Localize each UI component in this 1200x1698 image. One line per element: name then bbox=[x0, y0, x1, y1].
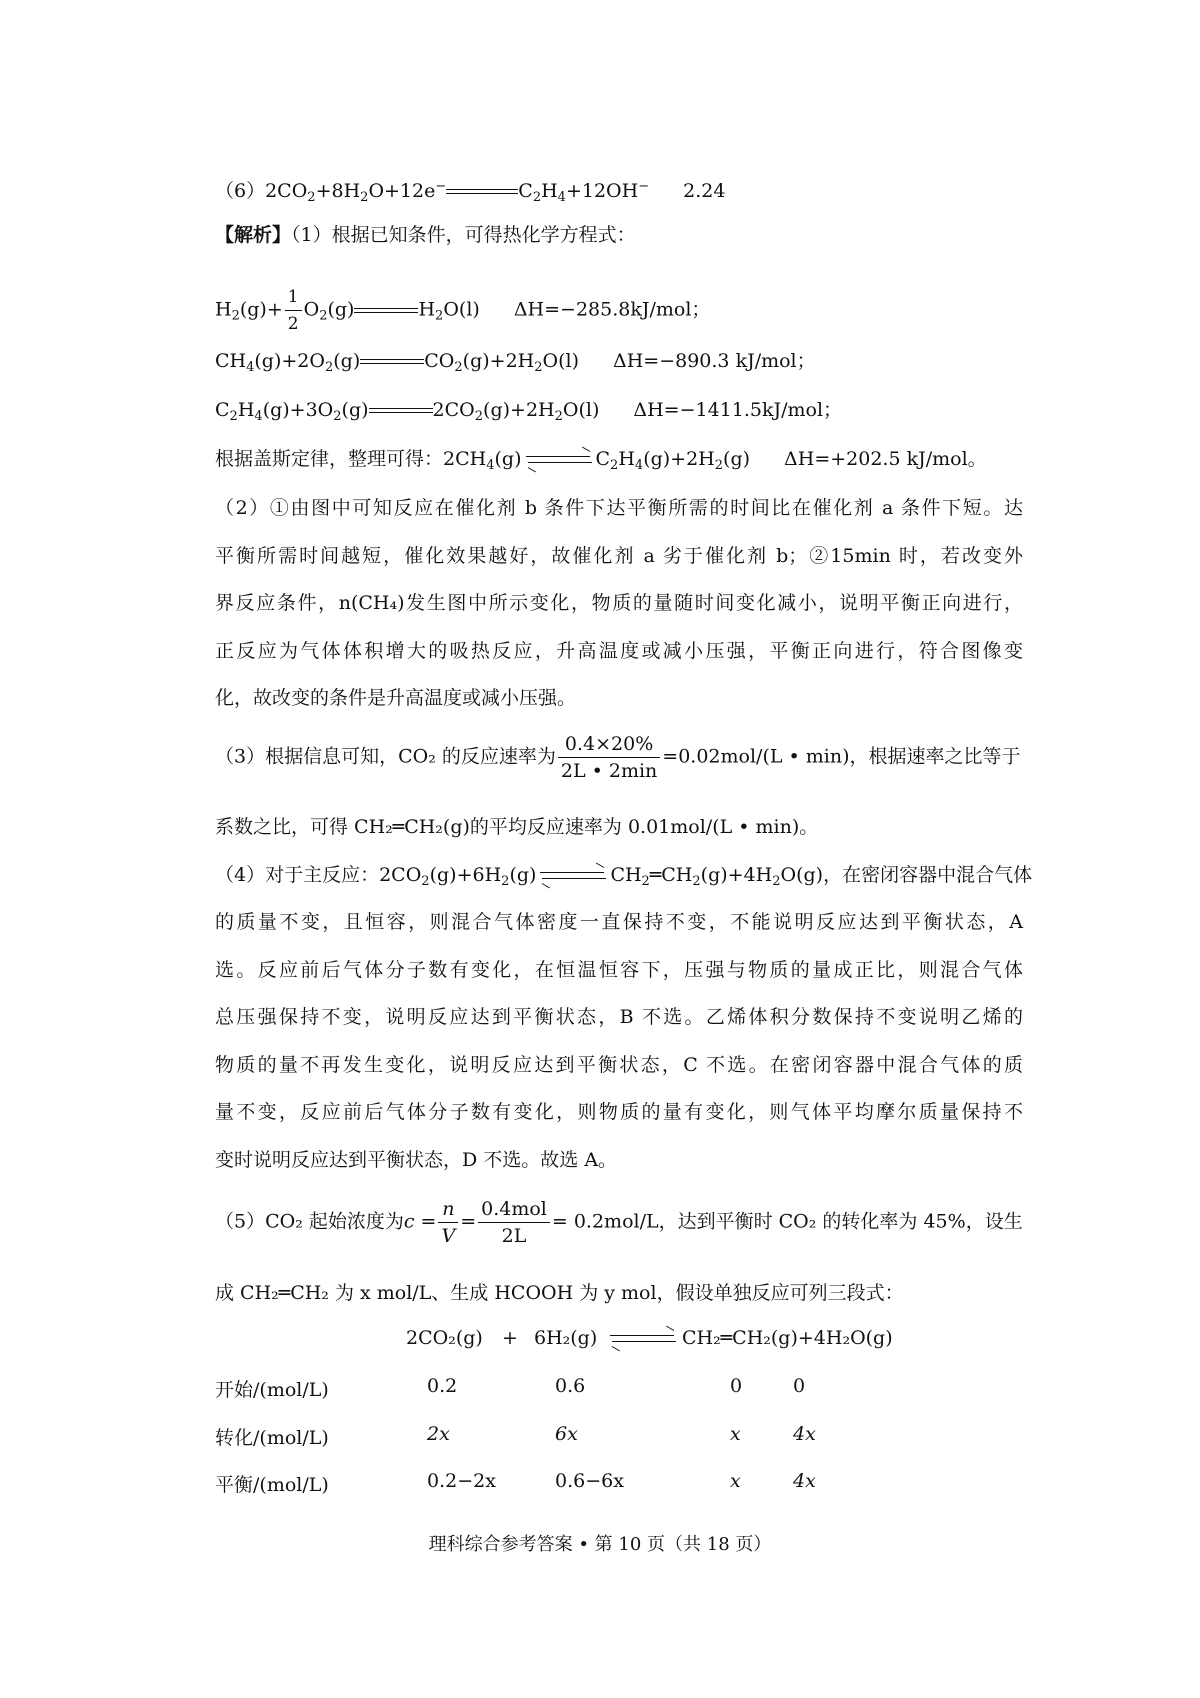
p4-line-3: 选。反应前后气体分子数有变化，在恒温恒容下，压强与物质的量成正比，则混合气体 bbox=[215, 959, 1023, 981]
table-cell: 4x bbox=[793, 1470, 816, 1492]
table-row-label: 开始/(mol/L) bbox=[215, 1379, 329, 1401]
analysis-tag: 【解析】 bbox=[215, 224, 292, 246]
equation-ch4: $CH_4(g)+2O_2(g)$ $CO_2(g)+2H_2O(l)$ ΔH=−890.3 kJ/mol； bbox=[215, 350, 816, 375]
equation-c2h4: $C_2H_4(g)+3O_2(g)$ $2CO_2(g)+2H_2O(l)$ ΔH=−1411.5kJ/mol； bbox=[215, 399, 843, 424]
table-cell: 0 bbox=[730, 1375, 743, 1397]
table-cell: 0.2 bbox=[427, 1375, 458, 1397]
p2-line-4: 正反应为气体体积增大的吸热反应，升高温度或减小压强，平衡正向进行，符合图像变 bbox=[215, 640, 1023, 662]
p5-line-2: 成 CH₂═CH₂ 为 x mol/L、生成 HCOOH 为 y mol，假设单独反应可列三段式： bbox=[215, 1282, 904, 1304]
p2-line-2: 平衡所需时间越短，催化效果越好，故催化剂 a 劣于催化剂 b；②15min 时，若改变外 bbox=[215, 545, 1023, 567]
p4-line-6: 量不变，反应前后气体分子数有变化，则物质的量有变化，则气体平均摩尔质量保持不 bbox=[215, 1101, 1023, 1123]
table-cell: 0.6−6x bbox=[555, 1470, 624, 1492]
table-cell: x bbox=[730, 1470, 741, 1492]
p5-line-1: （5）CO₂ 起始浓度为c = $\frac{n}{V}$ = $\frac{\text{0.4mol}}{2L}$ = 0.2mol/L，达到平衡时 CO₂ 的转化率为 45%，设生 bbox=[215, 1198, 1023, 1247]
answer-6-value: 2.24 bbox=[683, 180, 726, 202]
p4-line-1: （4）对于主反应：$2CO_2(g)+6H_2(g)$ $CH_2═CH_2(g)+4H_2O(g)$，在密闭容器中混合气体 bbox=[215, 864, 1033, 889]
p2-line-5: 化，故改变的条件是升高温度或减小压强。 bbox=[215, 687, 577, 709]
table-row-label: 转化/(mol/L) bbox=[215, 1427, 329, 1449]
table-cell: 4x bbox=[793, 1423, 816, 1445]
answer-6-line: $(6)2CO_2+8H_2O+12e^-$ $C_2H_4+12OH^-$ 2.24 bbox=[215, 179, 726, 205]
page-footer: 理科综合参考答案 • 第 10 页（共 18 页） bbox=[428, 1534, 772, 1555]
table-header-h2: 6H₂(g) bbox=[534, 1327, 598, 1349]
table-cell: 0.2−2x bbox=[427, 1470, 496, 1492]
p3-line-2: 系数之比，可得 CH₂═CH₂(g)的平均反应速率为 0.01mol/(L • min)。 bbox=[215, 816, 819, 838]
p2-line-3: 界反应条件，n(CH₄)发生图中所示变化，物质的量随时间变化减小，说明平衡正向进行， bbox=[215, 592, 1023, 614]
table-cell: 0 bbox=[793, 1375, 806, 1397]
table-cell: 0.6 bbox=[555, 1375, 586, 1397]
p4-line-7: 变时说明反应达到平衡状态，D 不选。故选 A。 bbox=[215, 1149, 618, 1171]
p2-line-1: （2）①由图中可知反应在催化剂 b 条件下达平衡所需的时间比在催化剂 a 条件下短。达 bbox=[215, 497, 1023, 519]
analysis-intro: 【解析】（1）根据已知条件，可得热化学方程式： bbox=[215, 224, 636, 246]
p4-line-4: 总压强保持不变，说明反应达到平衡状态，B 不选。乙烯体积分数保持不变说明乙烯的 bbox=[215, 1006, 1023, 1028]
table-cell: 2x bbox=[427, 1423, 450, 1445]
equation-h2: $H_2(g)+$ $\frac{1}{2}$ $O_2(g)$ $H_2O(l)$ ΔH=−285.8kJ/mol； bbox=[215, 287, 711, 334]
table-cell: x bbox=[730, 1423, 741, 1445]
table-cell: 6x bbox=[555, 1423, 578, 1445]
p3-line-1: （3）根据信息可知，CO₂ 的反应速率为 $\frac{0.4\times 20\%}{2L • 2\min}$ =0.02mol/(L • min)，根据速率之比等于 bbox=[215, 733, 1021, 782]
reversible-arrow bbox=[610, 1327, 676, 1349]
p4-line-2: 的质量不变，且恒容，则混合气体密度一直保持不变，不能说明反应达到平衡状态，A bbox=[215, 911, 1023, 933]
p4-line-5: 物质的量不再发生变化，说明反应达到平衡状态，C 不选。在密闭容器中混合气体的质 bbox=[215, 1054, 1023, 1076]
table-row-label: 平衡/(mol/L) bbox=[215, 1474, 329, 1496]
table-header-plus: + bbox=[502, 1327, 518, 1349]
hess-law-line: 根据盖斯定律，整理可得：$2CH_4(g)$ $C_2H_4(g)+2H_2(g)$ ΔH=+202.5 kJ/mol。 bbox=[215, 448, 987, 473]
table-header-co2: 2CO₂(g) bbox=[406, 1327, 483, 1349]
table-header-products: CH₂═CH₂(g)+4H₂O(g) bbox=[682, 1327, 893, 1349]
